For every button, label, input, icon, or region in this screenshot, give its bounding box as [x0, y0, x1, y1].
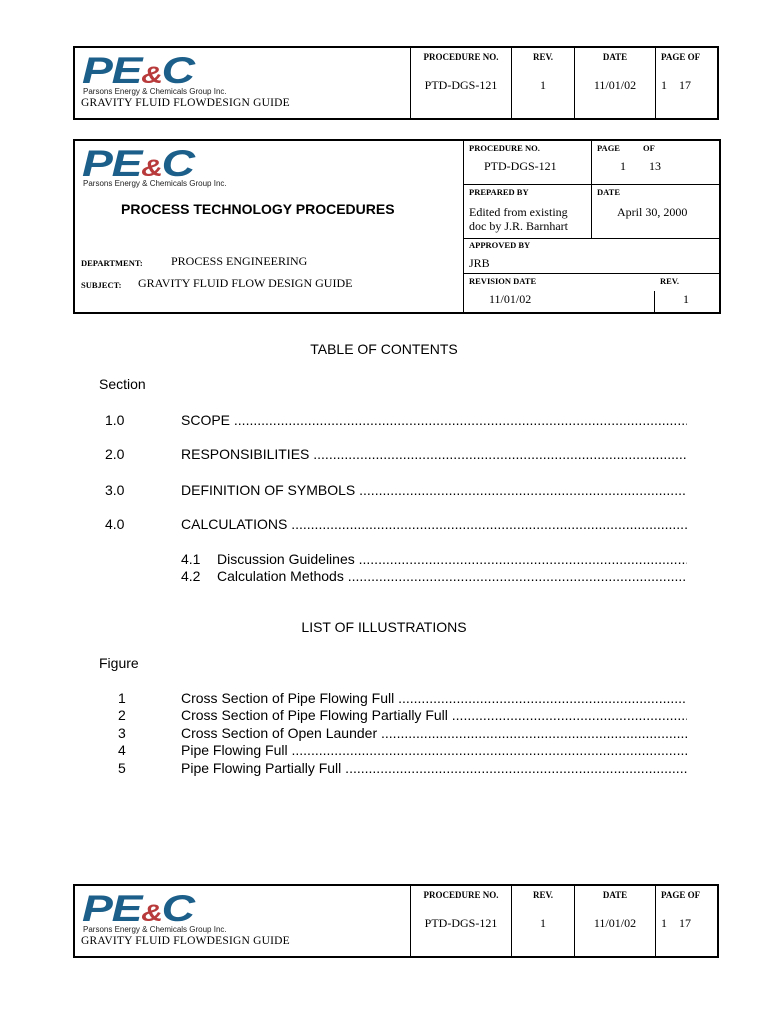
bottom-header-box — [73, 884, 719, 958]
logo-tagline: Parsons Energy & Chemicals Group Inc. — [83, 87, 227, 96]
figure-title: Cross Section of Open Launder ..... — [181, 724, 687, 742]
date-value: 11/01/02 — [593, 78, 637, 92]
figure-title: Pipe Flowing Full ..... — [181, 741, 687, 759]
toc-entry[interactable] — [100, 481, 687, 499]
toc-subentry[interactable] — [100, 567, 687, 585]
section-label: Section — [99, 376, 146, 392]
page-cell — [655, 48, 717, 118]
page-value: 1 17 — [661, 916, 691, 930]
rev-label: REV. — [532, 890, 554, 900]
figure-label: Figure — [99, 655, 139, 671]
procedure-info-box — [73, 139, 721, 314]
prepared-by-label: PREPARED BY — [469, 187, 529, 197]
toc-entry[interactable] — [100, 515, 687, 533]
figure-entry[interactable] — [100, 706, 687, 724]
document-title: GRAVITY FLUID FLOWDESIGN GUIDE — [81, 935, 290, 947]
figure-number: 5 — [118, 760, 126, 776]
rev-label: REV. — [532, 52, 554, 62]
page-value: 1 17 — [661, 78, 691, 92]
toc-entry-number: 4.0 — [105, 516, 125, 532]
procedure-cell — [410, 48, 511, 118]
toc-entry-number: 2.0 — [105, 446, 125, 462]
toc-entry-title: CALCULATIONS ..... — [181, 515, 687, 533]
figure-number: 2 — [118, 707, 126, 723]
figure-entry[interactable] — [100, 724, 687, 742]
page-label: PAGE OF — [661, 52, 701, 62]
procedure-title: PROCESS TECHNOLOGY PROCEDURES — [121, 201, 395, 217]
logo-wordmark: PE&C — [82, 50, 194, 91]
prepared-date-value: April 30, 2000 — [617, 205, 688, 219]
date-cell — [574, 886, 655, 956]
rev-value: 1 — [683, 292, 689, 306]
approved-by-value: JRB — [469, 256, 490, 270]
procedure-value: PTD-DGS-121 — [424, 916, 498, 930]
figure-entry[interactable] — [100, 759, 687, 777]
revision-date-value: 11/01/02 — [489, 292, 532, 306]
procedure-label: PROCEDURE NO. — [423, 52, 499, 62]
toc-entry[interactable] — [100, 411, 687, 429]
page-label: PAGE OF — [661, 890, 701, 900]
procedure-label: PROCEDURE NO. — [423, 890, 499, 900]
subject-value: GRAVITY FLUID FLOW DESIGN GUIDE — [138, 276, 353, 290]
figure-number: 4 — [118, 742, 126, 758]
prepared-by-line1: Edited from existing — [469, 205, 568, 219]
department-label: DEPARTMENT: — [81, 258, 143, 268]
logo-wordmark: PE&C — [82, 888, 194, 929]
toc-entry-number: 1.0 — [105, 412, 125, 428]
procedure-left-panel — [75, 141, 464, 312]
toc-entry-title: SCOPE ..... — [181, 411, 687, 429]
toc-entry-title: DEFINITION OF SYMBOLS ..... — [181, 481, 687, 499]
grid-divider — [591, 141, 592, 238]
toc-subentry[interactable] — [100, 550, 687, 568]
illustrations-heading: LIST OF ILLUSTRATIONS — [301, 619, 467, 635]
figure-entry[interactable] — [100, 689, 687, 707]
top-header-box — [73, 46, 719, 120]
toc-subentry-title: Calculation Methods ..... — [217, 567, 687, 585]
figure-number: 3 — [118, 725, 126, 741]
toc-entry[interactable] — [100, 445, 687, 463]
document-title: GRAVITY FLUID FLOWDESIGN GUIDE — [81, 97, 290, 109]
subject-label: SUBJECT: — [81, 280, 122, 290]
toc-subentry-title: Discussion Guidelines ..... — [217, 550, 687, 568]
rev-cell — [511, 886, 574, 956]
rev-value: 1 — [540, 78, 546, 92]
procedure-no-value: PTD-DGS-121 — [484, 159, 557, 173]
logo — [75, 48, 410, 118]
department-value: PROCESS ENGINEERING — [171, 254, 308, 268]
approved-by-label: APPROVED BY — [469, 240, 531, 250]
figure-title: Pipe Flowing Partially Full ..... — [181, 759, 687, 777]
toc-entry-title: RESPONSIBILITIES ..... — [181, 445, 687, 463]
page-label: PAGE — [597, 143, 620, 153]
toc-subentry-number: 4.2 — [181, 568, 201, 584]
prepared-by-line2: doc by J.R. Barnhart — [469, 219, 568, 233]
date-value: 11/01/02 — [593, 916, 637, 930]
grid-divider — [463, 273, 719, 274]
page-cell — [655, 886, 717, 956]
figure-title: Cross Section of Pipe Flowing Full ..... — [181, 689, 687, 707]
grid-divider — [654, 291, 655, 313]
toc-heading: TABLE OF CONTENTS — [310, 341, 458, 357]
logo-tagline: Parsons Energy & Chemicals Group Inc. — [83, 179, 227, 188]
figure-number: 1 — [118, 690, 126, 706]
date-label: DATE — [602, 890, 628, 900]
grid-divider — [463, 238, 719, 239]
procedure-value: PTD-DGS-121 — [424, 78, 498, 92]
of-label: OF — [643, 143, 655, 153]
toc-subentry-number: 4.1 — [181, 551, 201, 567]
logo — [75, 886, 410, 956]
logo-tagline: Parsons Energy & Chemicals Group Inc. — [83, 925, 227, 934]
of-value: 13 — [649, 159, 661, 173]
figure-title: Cross Section of Pipe Flowing Partially Full ..... — [181, 706, 687, 724]
procedure-no-label: PROCEDURE NO. — [469, 143, 540, 153]
revision-date-label: REVISION DATE — [469, 276, 537, 286]
rev-cell — [511, 48, 574, 118]
grid-divider — [463, 184, 719, 185]
prepared-date-label: DATE — [597, 187, 620, 197]
logo-wordmark: PE&C — [82, 143, 194, 184]
rev-label: REV. — [660, 276, 679, 286]
date-label: DATE — [602, 52, 628, 62]
rev-value: 1 — [540, 916, 546, 930]
figure-entry[interactable] — [100, 741, 687, 759]
toc-entry-number: 3.0 — [105, 482, 125, 498]
procedure-cell — [410, 886, 511, 956]
page-value: 1 — [620, 159, 626, 173]
date-cell — [574, 48, 655, 118]
